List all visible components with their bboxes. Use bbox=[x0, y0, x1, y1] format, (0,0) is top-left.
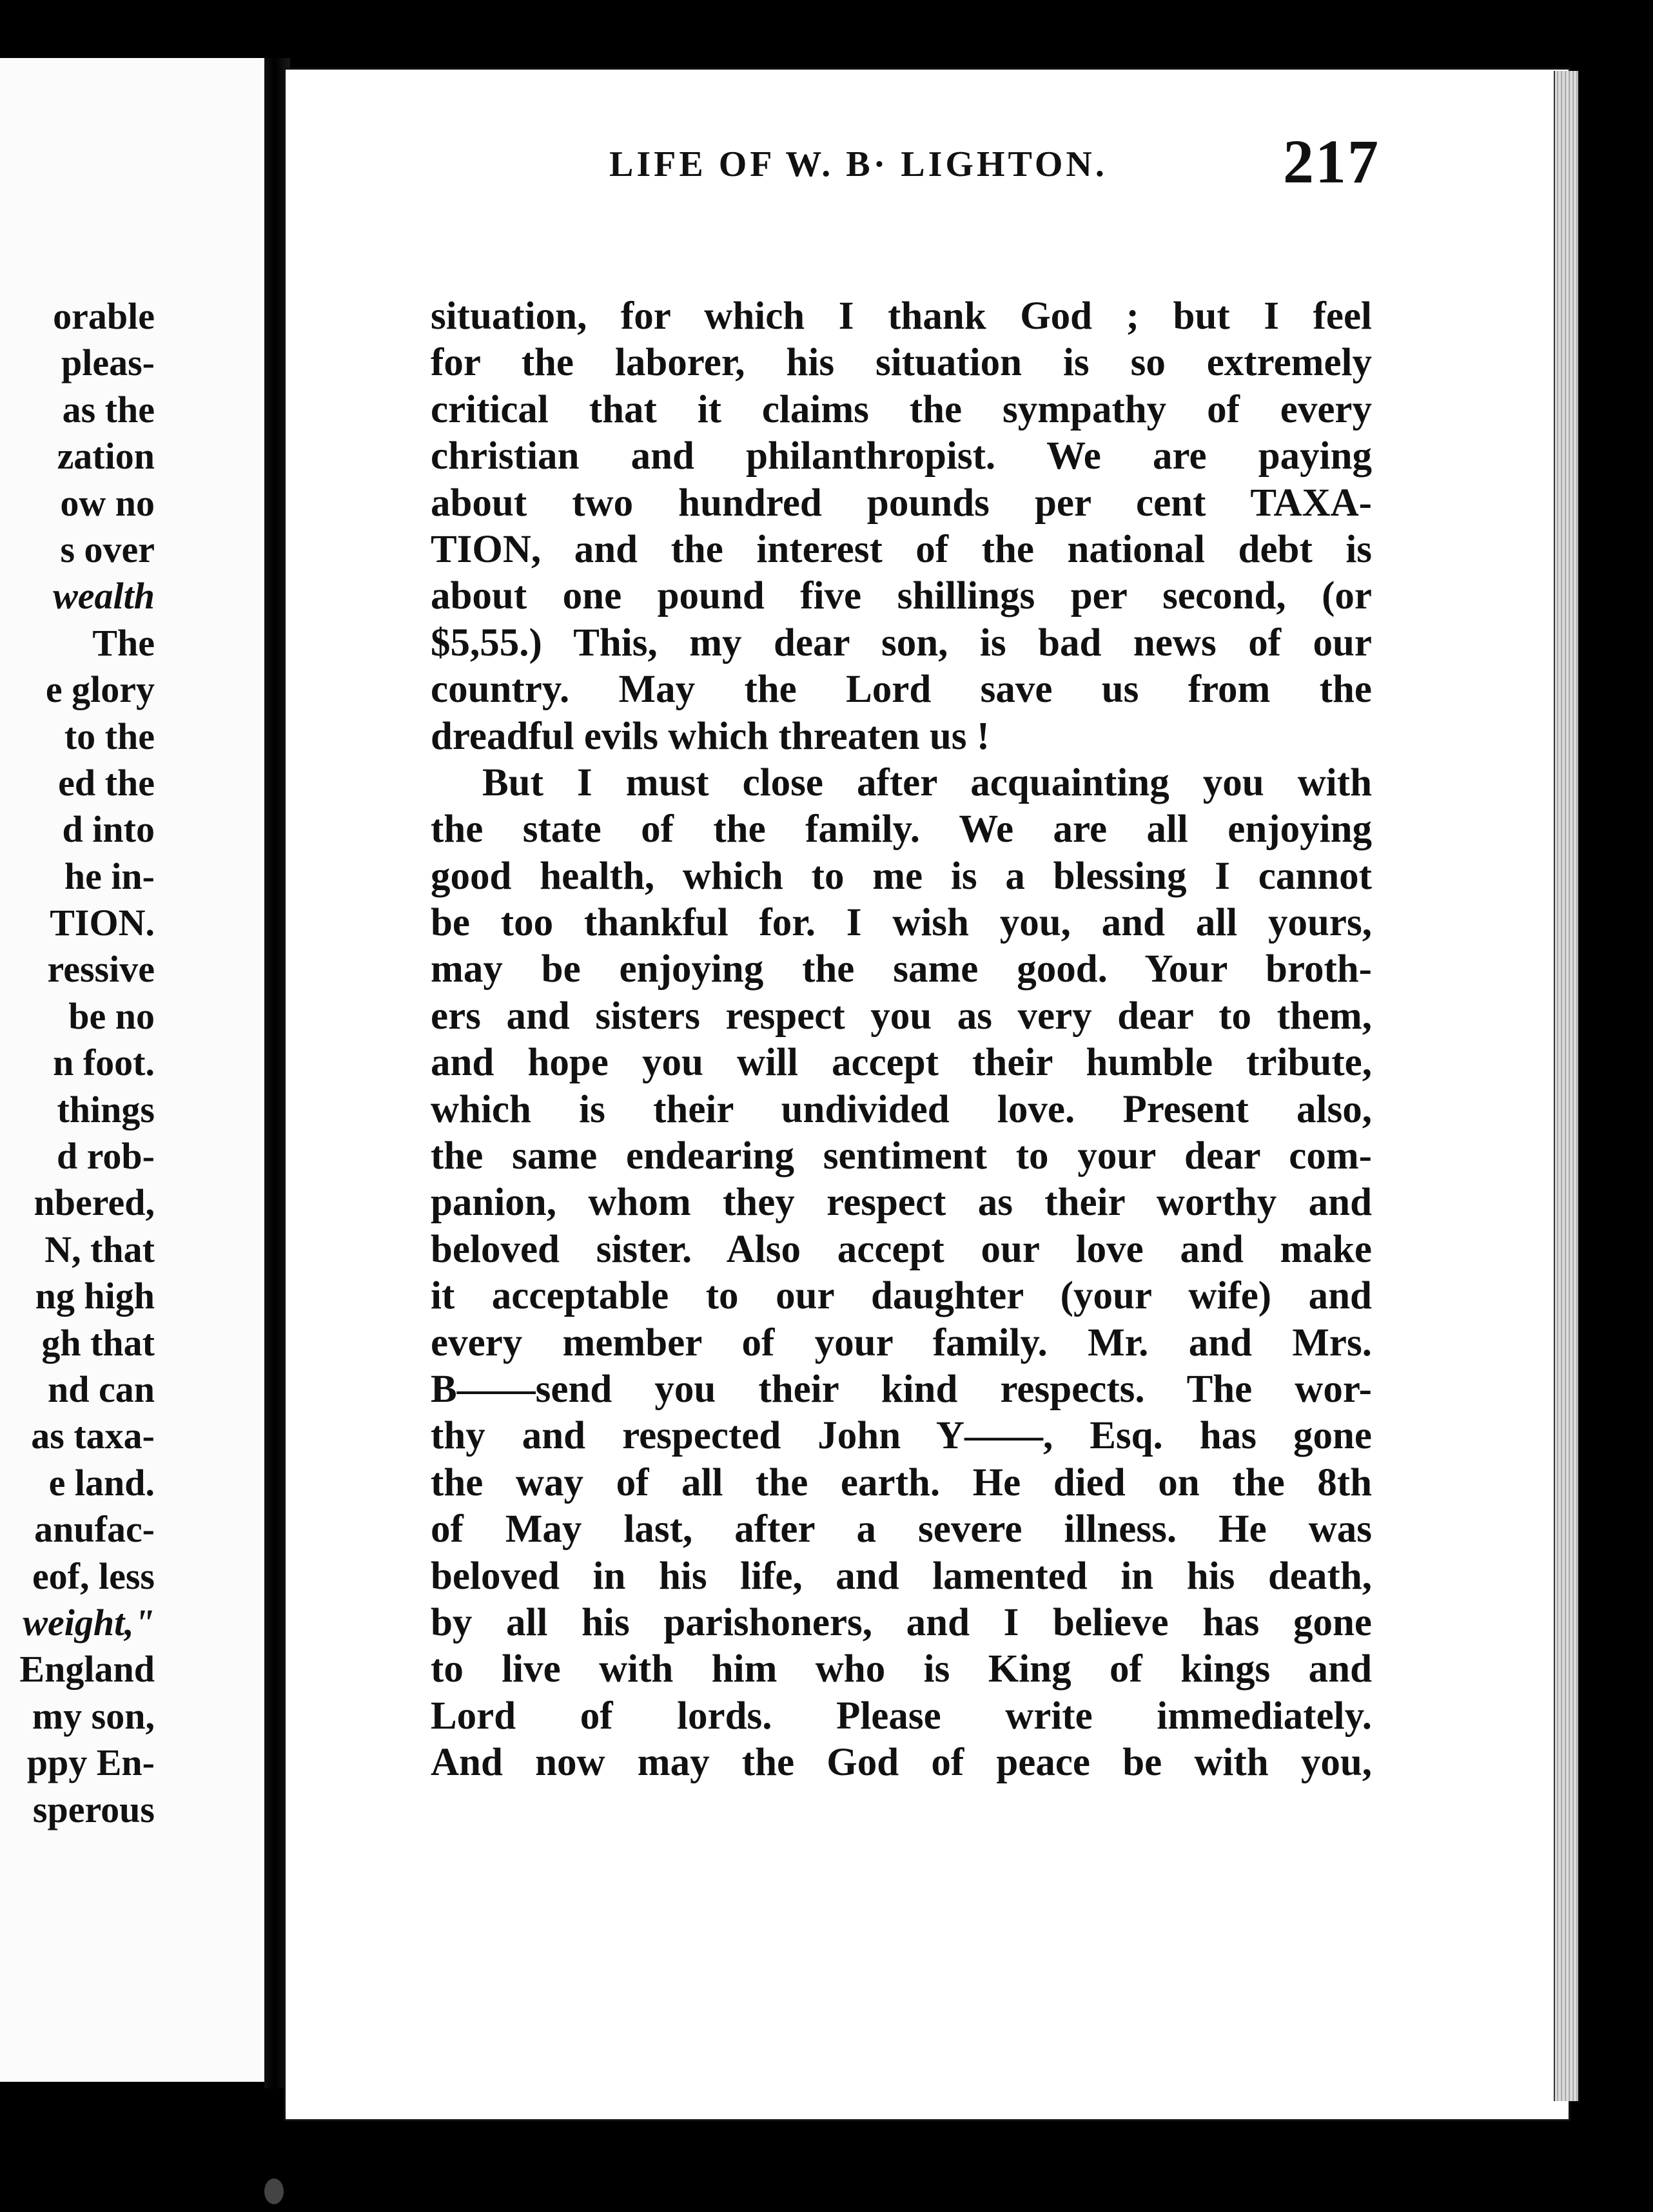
left-text-fragment: to the bbox=[64, 715, 155, 757]
left-text-fragment: d rob- bbox=[56, 1135, 155, 1178]
text-line: christian and philanthropist. We are paying bbox=[431, 434, 1372, 478]
text-line: situation, for which I thank God ; but I feel bbox=[431, 295, 1372, 338]
text-line: which is their undivided love. Present also, bbox=[431, 1087, 1372, 1131]
left-text-fragment: N, that bbox=[44, 1228, 155, 1270]
left-text-fragment: gh that bbox=[41, 1321, 155, 1364]
left-text-fragment: as taxa- bbox=[31, 1415, 155, 1457]
running-head-title: LIFE OF W. B· LIGHTON. bbox=[609, 144, 1108, 184]
main-text-block bbox=[431, 293, 1372, 1787]
text-line: But I must close after acquainting you with bbox=[482, 761, 1372, 804]
left-text-fragment: e land. bbox=[48, 1461, 155, 1504]
text-line: be too thankful for. I wish you, and all yours, bbox=[431, 901, 1372, 945]
page-number: 217 bbox=[1283, 127, 1380, 196]
text-line: B——send you their kind respects. The wor- bbox=[431, 1367, 1372, 1411]
left-text-fragment: n foot. bbox=[53, 1042, 155, 1084]
text-line: TION, and the interest of the national debt is bbox=[431, 527, 1372, 571]
left-text-fragment: ed the bbox=[58, 761, 155, 804]
left-text-fragment: pleas- bbox=[61, 342, 155, 384]
text-line: beloved sister. Also accept our love and make bbox=[431, 1227, 1372, 1271]
text-line: about two hundred pounds per cent TAXA- bbox=[431, 481, 1372, 525]
left-text-fragment: sperous bbox=[32, 1788, 155, 1830]
left-text-fragment: anufac- bbox=[34, 1508, 155, 1551]
text-line: every member of your family. Mr. and Mrs. bbox=[431, 1321, 1372, 1364]
text-line: the same endearing sentiment to your dear com- bbox=[431, 1134, 1372, 1178]
text-line: about one pound five shillings per second, (or bbox=[431, 574, 1372, 618]
text-line: the way of all the earth. He died on the 8th bbox=[431, 1460, 1372, 1504]
text-line: critical that it claims the sympathy of every bbox=[431, 387, 1372, 431]
text-line: good health, which to me is a blessing I cannot bbox=[431, 854, 1372, 898]
left-text-fragment: wealth bbox=[53, 575, 155, 617]
left-text-fragment: my son, bbox=[32, 1694, 155, 1737]
text-line: And now may the God of peace be with you, bbox=[431, 1741, 1372, 1785]
left-text-fragment: nd can bbox=[47, 1368, 155, 1410]
text-line: by all his parishoners, and I believe has gone bbox=[431, 1600, 1372, 1644]
text-line: the state of the family. We are all enjoying bbox=[431, 808, 1372, 851]
page-edges bbox=[1554, 71, 1578, 2101]
left-page-text-fragments bbox=[0, 293, 155, 1833]
text-line: $5,55.) This, my dear son, is bad news of our bbox=[431, 621, 1372, 665]
left-text-fragment: ow no bbox=[60, 481, 155, 524]
text-line: Lord of lords. Please write immediately. bbox=[431, 1694, 1372, 1738]
text-line: and hope you will accept their humble tribute, bbox=[431, 1041, 1372, 1085]
left-text-fragment: e glory bbox=[45, 668, 155, 711]
left-text-fragment: TION. bbox=[50, 902, 155, 944]
left-text-fragment: eof, less bbox=[32, 1555, 155, 1597]
text-line: panion, whom they respect as their worthy and bbox=[431, 1181, 1372, 1225]
left-text-fragment: things bbox=[57, 1088, 155, 1130]
text-line: country. May the Lord save us from the bbox=[431, 668, 1372, 712]
left-text-fragment: ressive bbox=[47, 948, 155, 991]
text-line: of May last, after a severe illness. He was bbox=[431, 1508, 1372, 1551]
text-line: it acceptable to our daughter (your wife) and bbox=[431, 1274, 1372, 1318]
left-text-fragment: zation bbox=[57, 435, 155, 478]
left-text-fragment: he in- bbox=[64, 855, 155, 897]
left-text-fragment: England bbox=[19, 1648, 155, 1691]
left-text-fragment: nbered, bbox=[34, 1181, 155, 1224]
left-text-fragment: ng high bbox=[35, 1275, 155, 1317]
left-text-fragment: orable bbox=[53, 295, 155, 337]
running-head bbox=[322, 126, 1380, 203]
text-line: may be enjoying the same good. Your broth- bbox=[431, 947, 1372, 991]
text-line: thy and respected John Y——, Esq. has gone bbox=[431, 1414, 1372, 1458]
left-text-fragment: ppy En- bbox=[26, 1741, 155, 1784]
left-text-fragment: as the bbox=[62, 388, 155, 431]
text-line: to live with him who is King of kings and bbox=[431, 1647, 1372, 1691]
left-text-fragment: d into bbox=[62, 808, 155, 851]
left-text-fragment: The bbox=[92, 621, 155, 664]
ink-blot bbox=[264, 2178, 284, 2204]
left-text-fragment: s over bbox=[60, 528, 155, 570]
text-line: dreadful evils which threaten us ! bbox=[431, 714, 990, 758]
left-text-fragment: be no bbox=[68, 994, 155, 1037]
left-text-fragment: weight," bbox=[23, 1601, 155, 1644]
text-line: for the laborer, his situation is so extremely bbox=[431, 341, 1372, 385]
text-line: beloved in his life, and lamented in his death, bbox=[431, 1554, 1372, 1598]
text-line: ers and sisters respect you as very dear to them, bbox=[431, 994, 1372, 1038]
